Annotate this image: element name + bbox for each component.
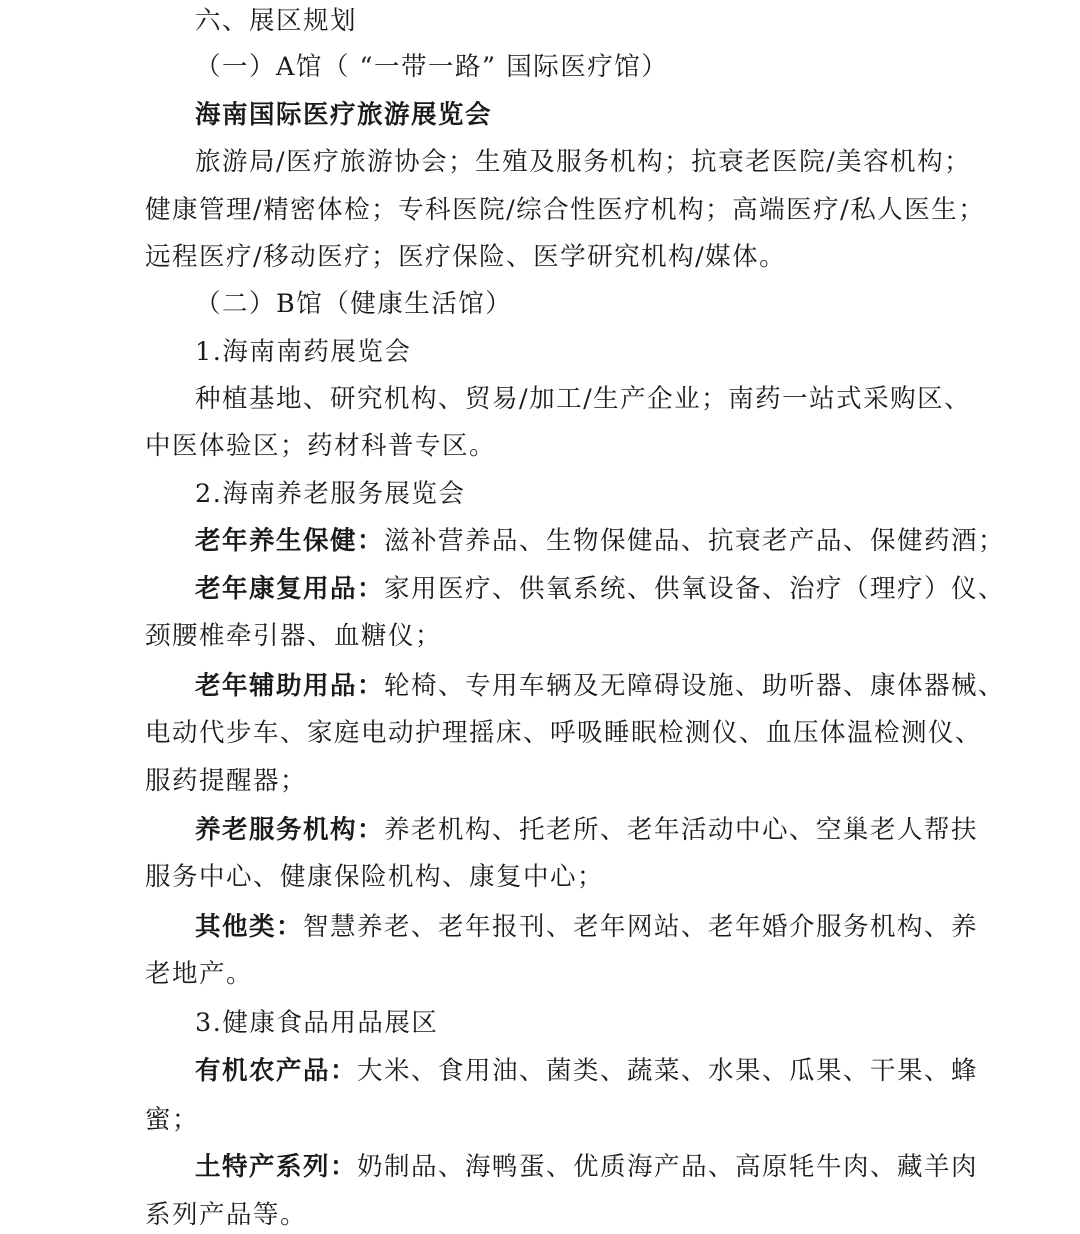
sub3-item-1 [195, 1054, 995, 1088]
hall-a-line-1: 旅游局/医疗旅游协会；生殖及服务机构；抗衰老医院/美容机构； [195, 147, 972, 177]
sub2-item-2-cont: 颈腰椎牵引器、血糖仪； [145, 621, 443, 651]
sub2-title: 2.海南养老服务展览会 [195, 479, 466, 509]
item-text: 大米、食用油、菌类、蔬菜、水果、瓜果、干果、蜂 [357, 1056, 979, 1086]
item-label: 养老服务机构： [195, 815, 385, 845]
item-label: 老年辅助用品： [195, 671, 385, 701]
sub2-item-3-cont-1: 电动代步车、家庭电动护理摇床、呼吸睡眠检测仪、血压体温检测仪、 [145, 718, 983, 748]
hall-a-heading: （一）A馆（ “一带一路” 国际医疗馆） [195, 52, 669, 82]
sub3-item-2 [195, 1150, 995, 1184]
item-label: 老年康复用品： [195, 574, 385, 604]
sub2-item-1 [195, 524, 1006, 558]
item-text: 奶制品、海鸭蛋、优质海产品、高原牦牛肉、藏羊肉 [357, 1152, 979, 1182]
sub2-item-4-cont: 服务中心、健康保险机构、康复中心； [145, 862, 605, 892]
sub2-item-2 [195, 572, 1006, 606]
sub1-title: 1.海南南药展览会 [195, 337, 412, 367]
item-text: 家用医疗、供氧系统、供氧设备、治疗（理疗）仪、 [384, 574, 1006, 604]
item-label: 土特产系列： [195, 1152, 358, 1182]
sub3-title: 3.健康食品用品展区 [195, 1008, 439, 1038]
hall-a-line-3: 远程医疗/移动医疗；医疗保险、医学研究机构/媒体。 [145, 242, 787, 272]
hall-a-line-2: 健康管理/精密体检；专科医院/综合性医疗机构；高端医疗/私人医生； [145, 195, 986, 225]
sub1-line-1: 种植基地、研究机构、贸易/加工/生产企业；南药一站式采购区、 [195, 384, 972, 414]
sub2-item-3 [195, 669, 1006, 703]
item-text: 养老机构、托老所、老年活动中心、空巢老人帮扶 [384, 815, 979, 845]
sub2-item-5-cont: 老地产。 [145, 959, 254, 989]
sub1-line-2: 中医体验区；药材科普专区。 [145, 431, 497, 461]
item-label: 有机农产品： [195, 1056, 358, 1086]
section-heading: 六、展区规划 [195, 6, 358, 36]
sub2-item-5 [195, 910, 995, 944]
sub2-item-4 [195, 813, 995, 847]
item-text: 滋补营养品、生物保健品、抗衰老产品、保健药酒； [384, 526, 1006, 556]
item-label: 老年养生保健： [195, 526, 385, 556]
item-text: 轮椅、专用车辆及无障碍设施、助听器、康体器械、 [384, 671, 1006, 701]
sub2-item-3-cont-2: 服药提醒器； [145, 766, 308, 796]
item-label: 其他类： [195, 912, 304, 942]
sub3-item-2-cont: 系列产品等。 [145, 1200, 308, 1230]
hall-a-expo-title: 海南国际医疗旅游展览会 [195, 100, 493, 130]
hall-b-heading: （二）B馆（健康生活馆） [195, 289, 513, 319]
sub3-item-1-cont: 蜜； [145, 1105, 200, 1135]
item-text: 智慧养老、老年报刊、老年网站、老年婚介服务机构、养 [303, 912, 979, 942]
